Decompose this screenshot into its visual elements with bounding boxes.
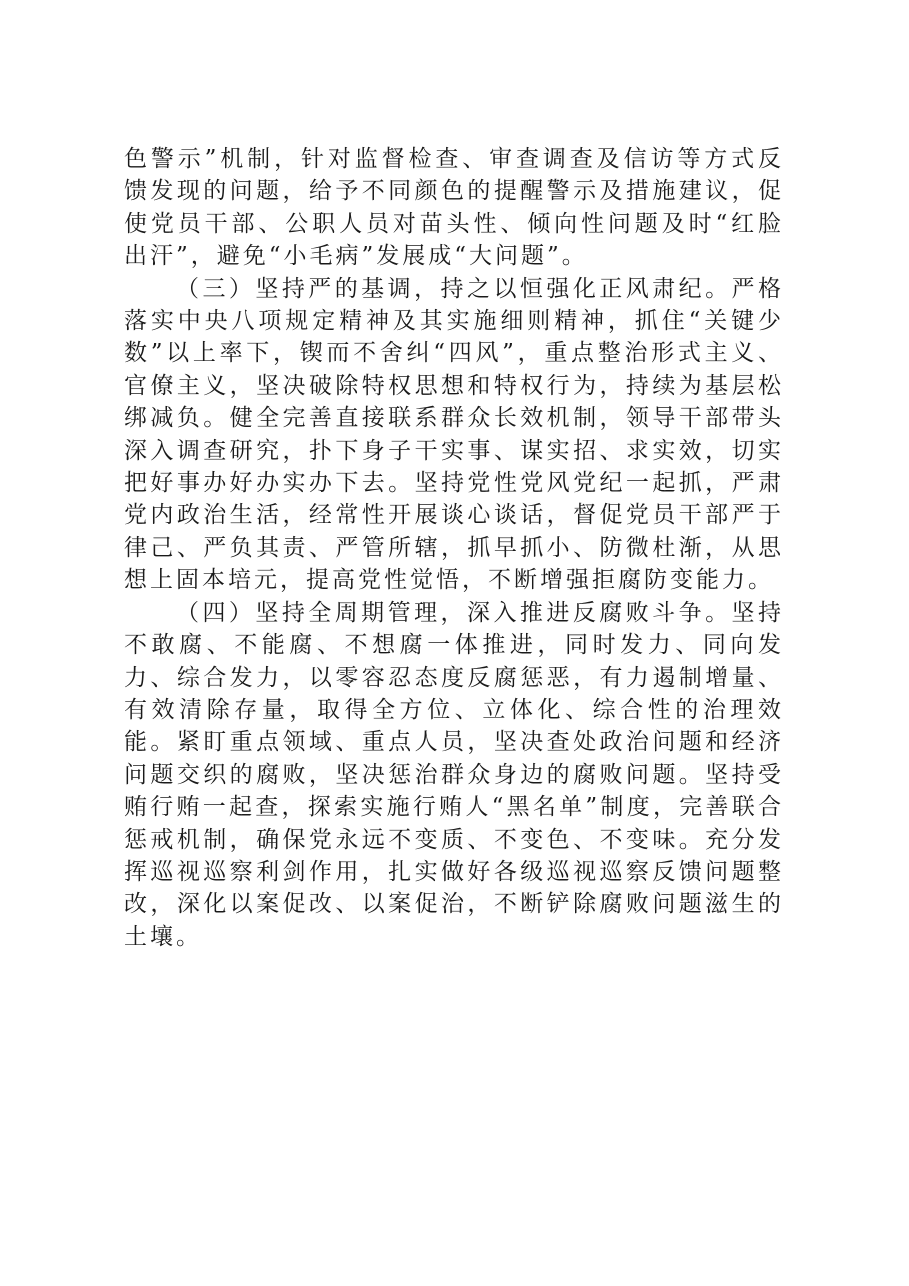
- paragraph-section-four: （四）坚持全周期管理，深入推进反腐败斗争。坚持不敢腐、不能腐、不想腐一体推进，同时发力、同向发力、综合发力，以零容忍态度反腐惩恶，有力遏制增量、有效清除存量，取得全方位、立体化、综合性的治理效能。紧盯重点领域、重点人员，坚决查处政治问题和经济问题交织的腐败，坚决惩治群众身边的腐败问题。坚持受贿行贿一起查，探索实施行贿人“黑名单”制度，完善联合惩戒机制，确保党永远不变质、不变色、不变味。充分发挥巡视巡察利剑作用，扎实做好各级巡视巡察反馈问题整改，深化以案促改、以案促治，不断铲除腐败问题滋生的土壤。: [124, 599, 784, 950]
- paragraph-continuation: 色警示”机制，针对监督检查、审查调查及信访等方式反馈发现的问题，给予不同颜色的提醒警示及措施建议，促使党员干部、公职人员对苗头性、倾向性问题及时“红脸出汗”，避免“小毛病”发展成“大问题”。: [124, 146, 784, 270]
- document-body: [124, 143, 784, 953]
- paragraph-section-three: （三）坚持严的基调，持之以恒强化正风肃纪。严格落实中央八项规定精神及其实施细则精神，抓住“关键少数”以上率下，锲而不舍纠“四风”，重点整治形式主义、官僚主义，坚决破除特权思想和特权行为，持续为基层松绑减负。健全完善直接联系群众长效机制，领导干部带头深入调查研究，扑下身子干实事、谋实招、求实效，切实把好事办好办实办下去。坚持党性党风党纪一起抓，严肃党内政治生活，经常性开展谈心谈话，督促党员干部严于律己、严负其责、严管所辖，抓早抓小、防微杜渐，从思想上固本培元，提高党性觉悟，不断增强拒腐防变能力。: [124, 275, 784, 594]
